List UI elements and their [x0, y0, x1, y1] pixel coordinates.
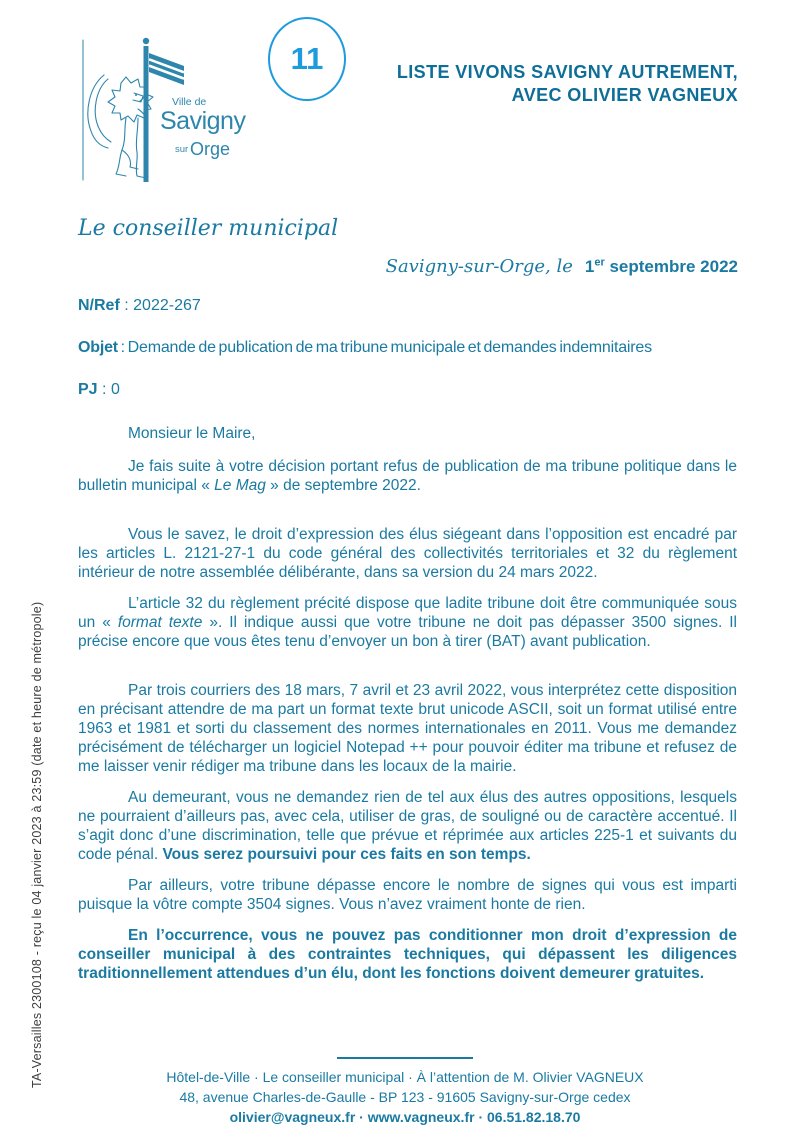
page-title: Le conseiller municipal	[78, 216, 339, 241]
paragraph-segment: Monsieur le Maire,	[128, 425, 256, 442]
footer-address-line-1: Hôtel-de-Ville · Le conseiller municipal · À l’attention de M. Olivier VAGNEUX	[166, 1069, 644, 1085]
letter-paragraph	[78, 926, 737, 983]
logo-city-sub: Orge	[190, 139, 231, 159]
ref-value: 2022-267	[133, 297, 201, 314]
paragraph-segment: » de septembre 2022.	[265, 477, 421, 494]
paragraph-segment: En l’occurrence, vous ne pouvez pas conditionner mon droit d’expression de conseiller municipal à des contraintes techniques, qui dépassent les diligences traditionnellement attendues d’un élu, dont les fonctions doivent demeurer gratuites.	[78, 927, 737, 982]
footer-contact-line: olivier@vagneux.fr · www.vagneux.fr · 06.51.82.18.70	[229, 1109, 581, 1125]
ref-label: Objet	[78, 339, 118, 356]
footer-divider	[337, 1057, 473, 1059]
court-receipt-stamp: TA-Versailles 2300108 - reçu le 04 janvier 2023 à 23:59 (date et heure de métropole)	[30, 601, 44, 1088]
letter-paragraph	[78, 424, 737, 443]
logo-city-sub-small: sur	[175, 144, 189, 155]
paragraph-segment: ». Il indique aussi que votre tribune ne doit pas dépasser 3500 signes. Il précise encore que vous êtes tenu d’envoyer un bon à tirer (BAT) avant publication.	[78, 614, 737, 650]
ref-row-nref: N/Ref : 2022-267	[78, 297, 201, 314]
masthead-line-1: LISTE VIVONS SAVIGNY AUTREMENT,	[396, 62, 738, 82]
dateline-date: 1er septembre 2022	[584, 256, 738, 276]
dateline	[386, 256, 738, 277]
letter-paragraph	[78, 457, 737, 495]
logo-city-main: Savigny	[160, 107, 246, 135]
letter-paragraph	[78, 681, 737, 776]
paragraph-segment: Par ailleurs, votre tribune dépasse encore le nombre de signes qui vous est imparti puisque la vôtre compte 3504 signes. Vous n’avez vraiment honte de rien.	[78, 877, 737, 913]
footer-address-line-2: 48, avenue Charles-de-Gaulle - BP 123 - 91605 Savigny-sur-Orge cedex	[179, 1089, 631, 1105]
letter-paragraph	[78, 876, 737, 914]
ref-row-pj: PJ : 0	[78, 381, 120, 398]
lion-emblem-graphic	[80, 33, 256, 187]
ref-label: PJ	[78, 381, 98, 398]
masthead-line-2: AVEC OLIVIER VAGNEUX	[511, 85, 738, 105]
paragraph-segment: Vous le savez, le droit d’expression des élus siégeant dans l’opposition est encadré par les articles L. 2121-27-1 du code général des collectivités territoriales et 32 du règlement intérieur de notre assemblée délibérante, dans sa version du 24 mars 2022.	[78, 526, 737, 581]
page-number: 11	[290, 41, 324, 76]
letter-paragraph	[78, 788, 737, 864]
reference-block	[78, 297, 652, 423]
paragraph-segment: Vous serez poursuivi pour ces faits en son temps.	[162, 846, 531, 863]
paragraph-segment: Je fais suite à votre décision portant refus de publication de ma tribune politique dans le bulletin municipal «	[78, 458, 737, 494]
ref-value: 0	[110, 381, 120, 398]
paragraph-segment: Par trois courriers des 18 mars, 7 avril et 23 avril 2022, vous interprétez cette disposition en précisant attendre de ma part un format texte brut unicode ASCII, soit un format utilisé entre 1963 et 1981 et sorti du classement des normes internationales en 2011. Vous me demandez précisément de télécharger un logiciel Notepad ++ pour pouvoir éditer ma tribune et refusez de me laisser venir rédiger ma tribune dans les locaux de la mairie.	[78, 682, 737, 775]
paragraph-segment: Au demeurant, vous ne demandez rien de tel aux élus des autres oppositions, lesquels ne pourraient d’ailleurs pas, avec cela, utiliser de gras, de souligné ou de caractère accentué. Il s’agit donc d’une discrimination, telle que prévue et réprimée aux articles 225-1 et suivants du code pénal.	[78, 789, 737, 863]
ref-value: Demande de publication de ma tribune municipale et demandes indemnitaires	[127, 339, 652, 356]
logo-city-prefix: Ville de	[172, 96, 207, 108]
paragraph-segment: Le Mag	[214, 477, 266, 494]
masthead	[397, 61, 738, 107]
letter-body	[78, 424, 737, 995]
paragraph-segment: format texte	[117, 614, 203, 631]
page-footer	[0, 1057, 810, 1127]
page-number-badge	[268, 17, 346, 101]
ref-label: N/Ref	[78, 297, 120, 314]
letter-paragraph	[78, 594, 737, 651]
ref-row-objet: Objet : Demande de publication de ma tribune municipale et demandes indemnitaires	[78, 339, 652, 356]
paragraph-segment: L’article 32 du règlement précité dispose que ladite tribune doit être communiquée sous un «	[78, 595, 737, 631]
dateline-place: Savigny-sur-Orge, le	[385, 256, 573, 277]
letter-paragraph	[78, 525, 737, 582]
city-logo	[80, 33, 256, 187]
